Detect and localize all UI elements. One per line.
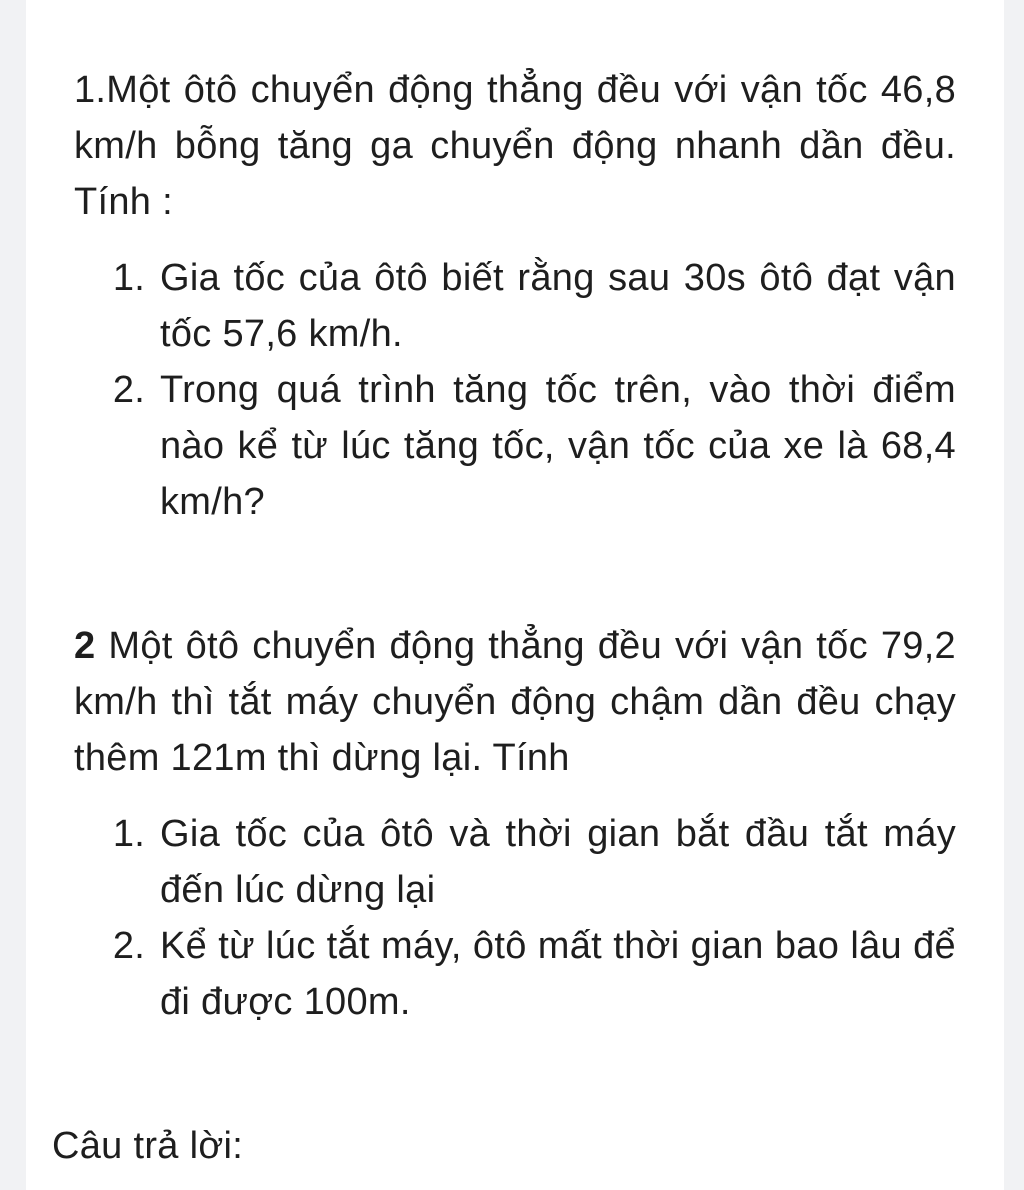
question-1-item-1: 1. Gia tốc của ôtô biết rằng sau 30s ôtô đạt vận tốc 57,6 km/h.	[156, 250, 956, 362]
question-1-list	[74, 250, 956, 530]
question-2-number: 2	[74, 625, 96, 667]
question-2-text-block	[74, 618, 956, 786]
question-2-text: Một ôtô chuyển động thẳng đều với vận tốc 79,2 km/h thì tắt máy chuyển động chậm dần đều chạy thêm 121m thì dừng lại. Tính	[74, 625, 956, 779]
question-1-text: 1.Một ôtô chuyển động thẳng đều với vận tốc 46,8 km/h bỗng tăng ga chuyển động nhanh dần đều. Tính :	[74, 69, 956, 223]
question-content	[74, 62, 956, 1030]
question-1-item-2: 2. Trong quá trình tăng tốc trên, vào thời điểm nào kể từ lúc tăng tốc, vận tốc của xe là 68,4 km/h?	[156, 362, 956, 530]
question-2-item-2: 2. Kể từ lúc tắt máy, ôtô mất thời gian bao lâu để đi được 100m.	[156, 918, 956, 1030]
question-2-list	[74, 806, 956, 1030]
question-card	[26, 0, 1004, 1190]
question-2-item-1: 1. Gia tốc của ôtô và thời gian bắt đầu tắt máy đến lúc dừng lại	[156, 806, 956, 918]
answer-label: Câu trả lời:	[52, 1125, 244, 1167]
